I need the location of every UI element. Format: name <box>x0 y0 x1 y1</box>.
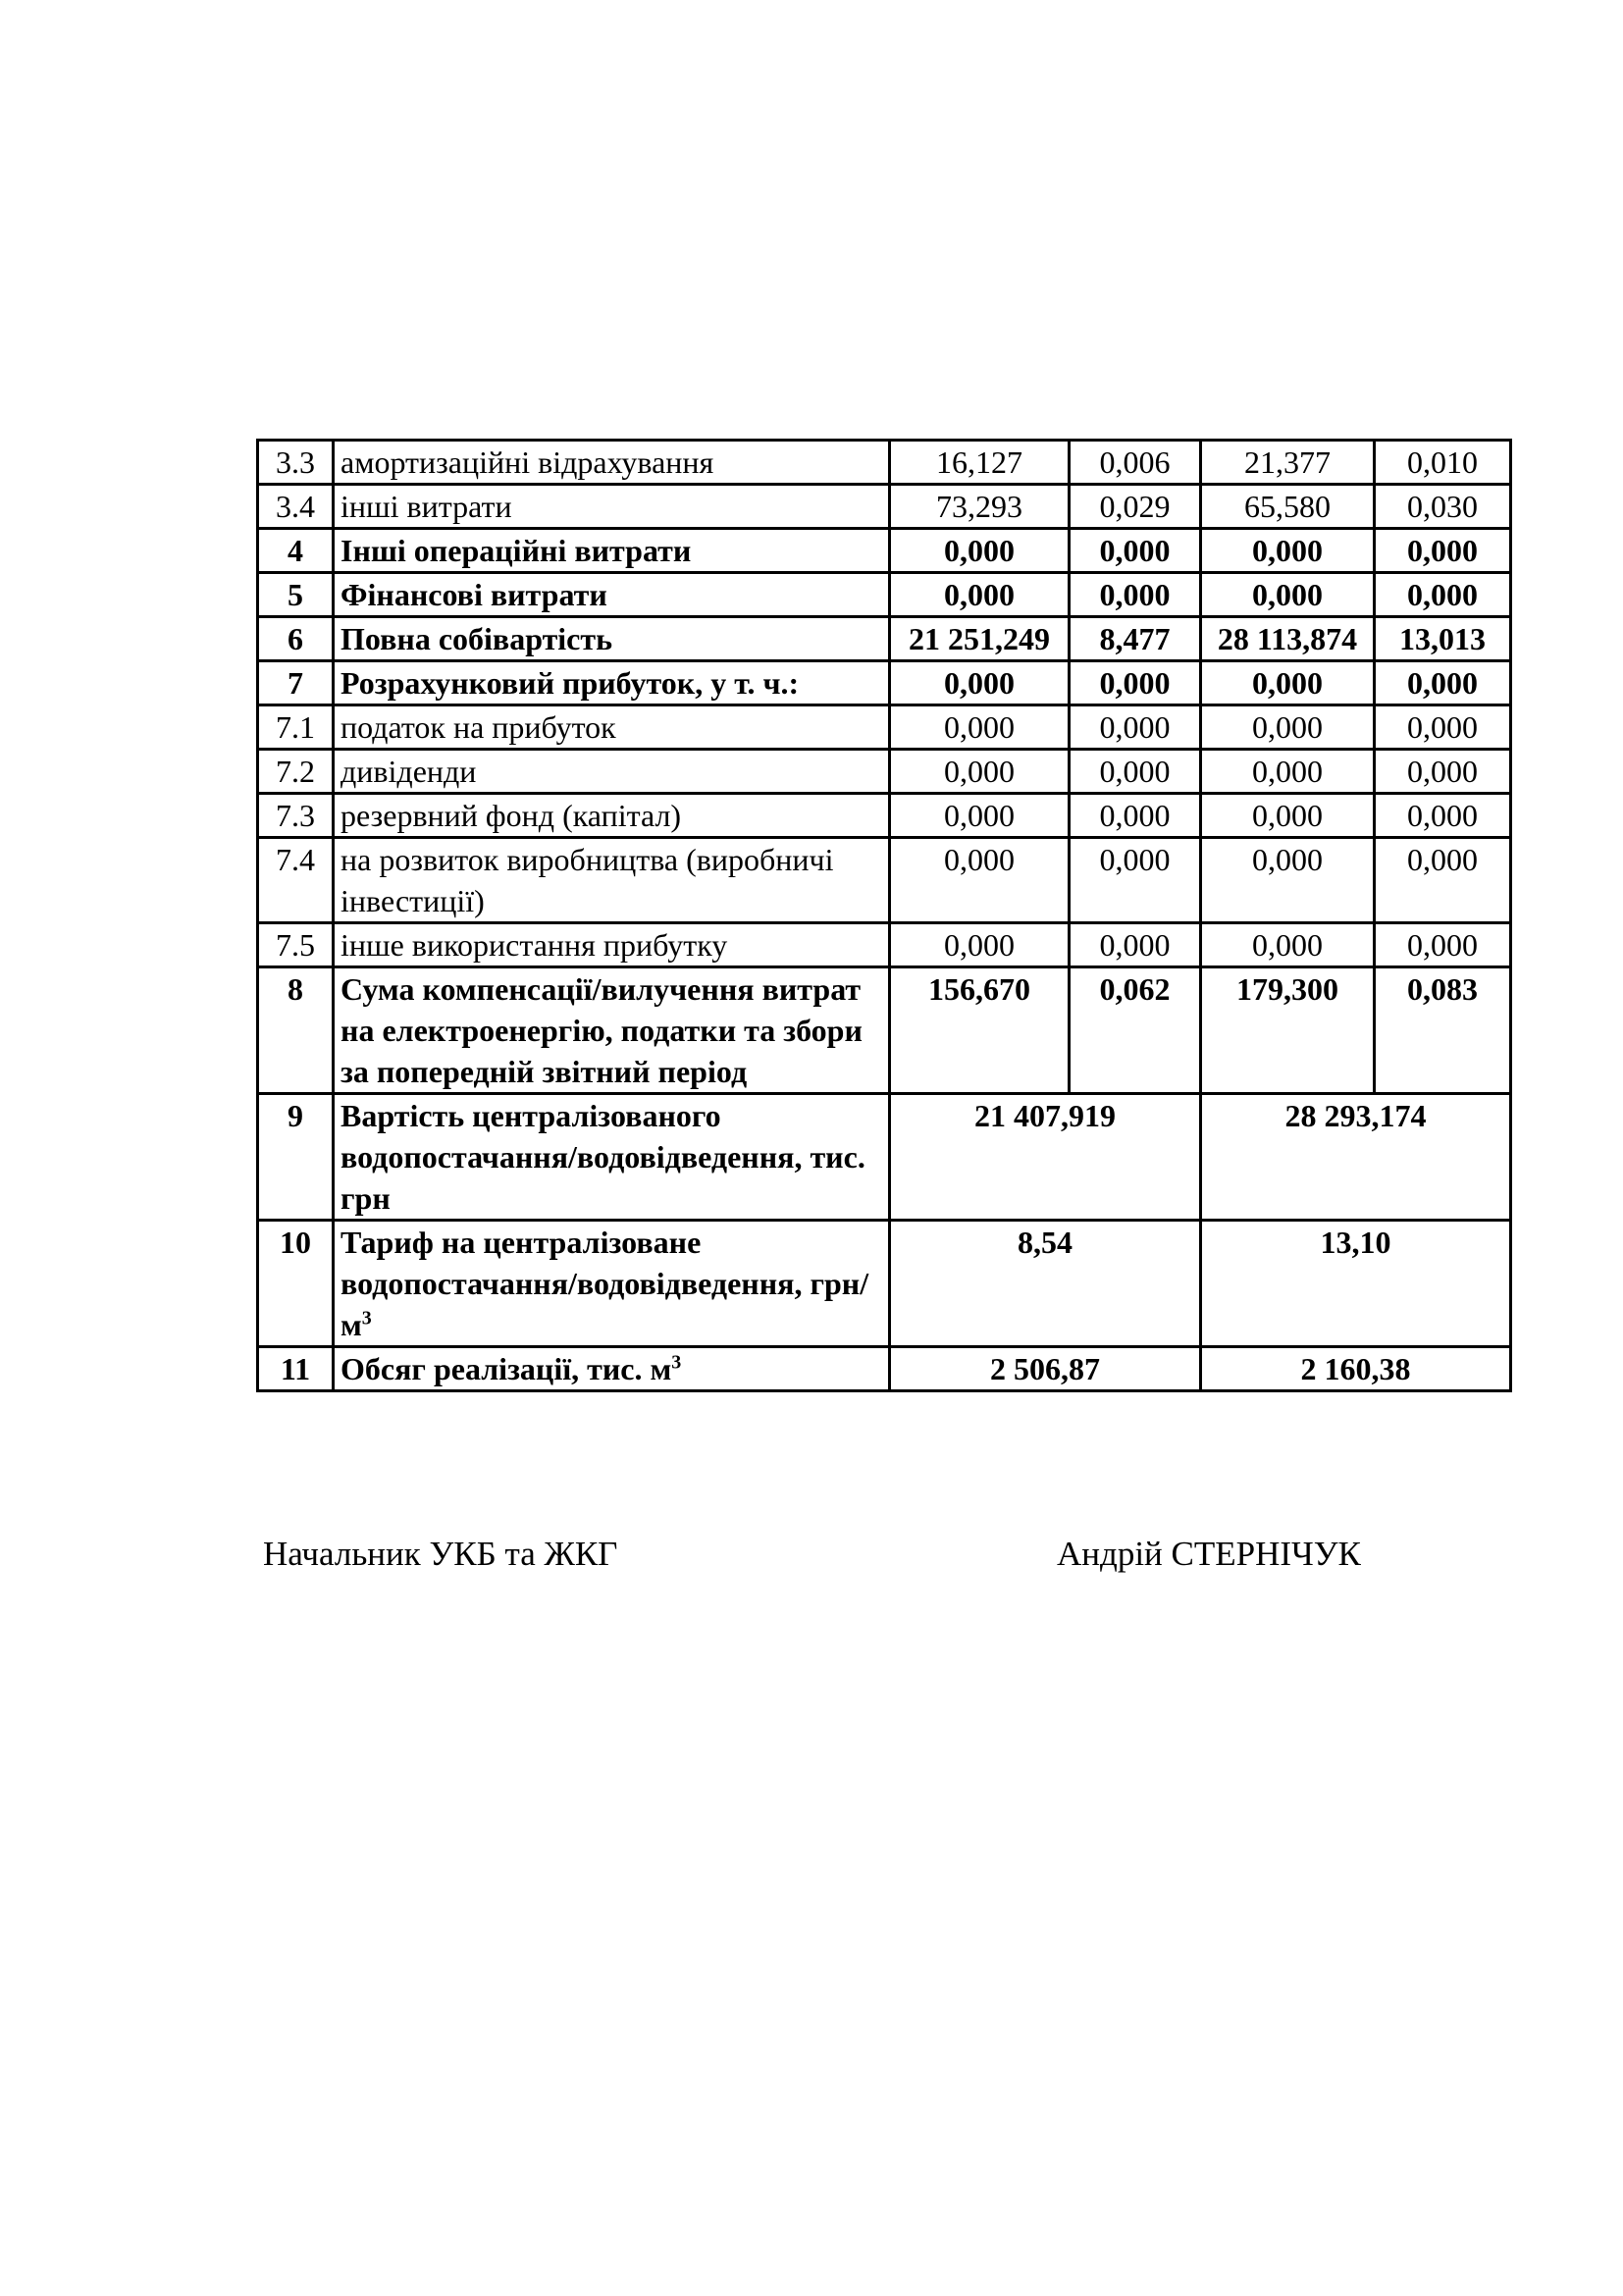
row-value: 0,000 <box>1070 529 1201 573</box>
row-label: Сума компенсації/вилучення витрат на електроенергію, податки та збори за попередній звітний період <box>334 967 890 1094</box>
row-total-value: 2 160,38 <box>1201 1347 1511 1391</box>
row-value: 0,000 <box>1070 661 1201 705</box>
row-number: 10 <box>258 1221 334 1347</box>
row-value: 0,029 <box>1070 485 1201 529</box>
row-label <box>334 1094 890 1221</box>
row-label: інші витрати <box>334 485 890 529</box>
row-label: податок на прибуток <box>334 705 890 750</box>
row-label: Розрахунковий прибуток, у т. ч.: <box>334 661 890 705</box>
row-number: 11 <box>258 1347 334 1391</box>
row-value: 0,000 <box>1070 705 1201 750</box>
unit-superscript: 3 <box>361 1307 372 1330</box>
row-value: 0,000 <box>1201 923 1375 967</box>
row-value: 0,000 <box>890 838 1070 923</box>
row-total-value: 13,10 <box>1201 1221 1511 1347</box>
row-value: 179,300 <box>1201 967 1375 1094</box>
row-value: 21 251,249 <box>890 617 1070 661</box>
row-value: 0,000 <box>890 573 1070 617</box>
row-value: 0,000 <box>1201 529 1375 573</box>
table-row <box>258 485 1511 529</box>
row-value: 0,000 <box>1375 661 1511 705</box>
row-value: 0,000 <box>890 661 1070 705</box>
row-value: 8,477 <box>1070 617 1201 661</box>
row-label: дивіденди <box>334 750 890 794</box>
row-value: 0,006 <box>1070 441 1201 485</box>
row-value: 21,377 <box>1201 441 1375 485</box>
row-label <box>334 1347 890 1391</box>
row-label: Повна собівартість <box>334 617 890 661</box>
row-number: 7.5 <box>258 923 334 967</box>
row-value: 16,127 <box>890 441 1070 485</box>
table-body <box>258 441 1511 1391</box>
row-number: 4 <box>258 529 334 573</box>
row-value: 0,000 <box>1375 923 1511 967</box>
row-total-value: 28 293,174 <box>1201 1094 1511 1221</box>
row-value: 0,000 <box>1201 750 1375 794</box>
row-value: 0,062 <box>1070 967 1201 1094</box>
row-value: 13,013 <box>1375 617 1511 661</box>
row-number: 5 <box>258 573 334 617</box>
table-row <box>258 1221 1511 1347</box>
row-label: Інші операційні витрати <box>334 529 890 573</box>
table-row <box>258 1094 1511 1221</box>
table-row <box>258 967 1511 1094</box>
table-row <box>258 705 1511 750</box>
row-value: 0,000 <box>890 750 1070 794</box>
row-value: 0,000 <box>1375 529 1511 573</box>
row-label-text: Вартість централізованого водопостачання/водовідведення, тис. грн <box>340 1098 865 1216</box>
row-value: 0,000 <box>1375 573 1511 617</box>
row-value: 0,010 <box>1375 441 1511 485</box>
row-value: 0,000 <box>1070 794 1201 838</box>
row-label: резервний фонд (капітал) <box>334 794 890 838</box>
tariff-table <box>256 439 1512 1392</box>
table-row <box>258 441 1511 485</box>
unit-superscript: 3 <box>671 1351 682 1374</box>
row-label: Фінансові витрати <box>334 573 890 617</box>
row-value: 0,000 <box>890 923 1070 967</box>
row-number: 8 <box>258 967 334 1094</box>
row-label-text: Тариф на централізоване водопостачання/водовідведення, грн/м <box>340 1225 869 1342</box>
row-number: 3.4 <box>258 485 334 529</box>
row-number: 3.3 <box>258 441 334 485</box>
table-row <box>258 794 1511 838</box>
row-value: 65,580 <box>1201 485 1375 529</box>
table-row <box>258 923 1511 967</box>
row-value: 0,083 <box>1375 967 1511 1094</box>
row-number: 9 <box>258 1094 334 1221</box>
table-row <box>258 573 1511 617</box>
row-value: 0,000 <box>1070 923 1201 967</box>
row-value: 0,000 <box>890 529 1070 573</box>
row-value: 28 113,874 <box>1201 617 1375 661</box>
row-value: 0,030 <box>1375 485 1511 529</box>
row-label-text: Обсяг реалізації, тис. м <box>340 1351 672 1386</box>
table-row <box>258 617 1511 661</box>
row-number: 7 <box>258 661 334 705</box>
signature-name: Андрій СТЕРНІЧУК <box>1057 1535 1361 1573</box>
row-value: 0,000 <box>1201 794 1375 838</box>
row-value: 0,000 <box>1070 573 1201 617</box>
row-value: 0,000 <box>890 705 1070 750</box>
row-label <box>334 1221 890 1347</box>
row-total-value: 21 407,919 <box>890 1094 1201 1221</box>
row-value: 73,293 <box>890 485 1070 529</box>
row-number: 7.2 <box>258 750 334 794</box>
row-value: 0,000 <box>1201 661 1375 705</box>
row-value: 0,000 <box>1375 838 1511 923</box>
row-total-value: 2 506,87 <box>890 1347 1201 1391</box>
row-value: 0,000 <box>1375 705 1511 750</box>
row-number: 7.3 <box>258 794 334 838</box>
row-value: 0,000 <box>890 794 1070 838</box>
row-label: амортизаційні відрахування <box>334 441 890 485</box>
row-value: 156,670 <box>890 967 1070 1094</box>
row-value: 0,000 <box>1375 750 1511 794</box>
signature-position: Начальник УКБ та ЖКГ <box>263 1535 618 1573</box>
row-number: 7.1 <box>258 705 334 750</box>
row-value: 0,000 <box>1201 573 1375 617</box>
row-number: 6 <box>258 617 334 661</box>
table-row <box>258 838 1511 923</box>
row-value: 0,000 <box>1201 838 1375 923</box>
row-value: 0,000 <box>1201 705 1375 750</box>
row-label: на розвиток виробництва (виробничі інвестиції) <box>334 838 890 923</box>
row-value: 0,000 <box>1070 838 1201 923</box>
table-row <box>258 661 1511 705</box>
row-value: 0,000 <box>1375 794 1511 838</box>
table-row <box>258 750 1511 794</box>
row-number: 7.4 <box>258 838 334 923</box>
table-row <box>258 529 1511 573</box>
row-total-value: 8,54 <box>890 1221 1201 1347</box>
row-label: інше використання прибутку <box>334 923 890 967</box>
table-row <box>258 1347 1511 1391</box>
row-value: 0,000 <box>1070 750 1201 794</box>
